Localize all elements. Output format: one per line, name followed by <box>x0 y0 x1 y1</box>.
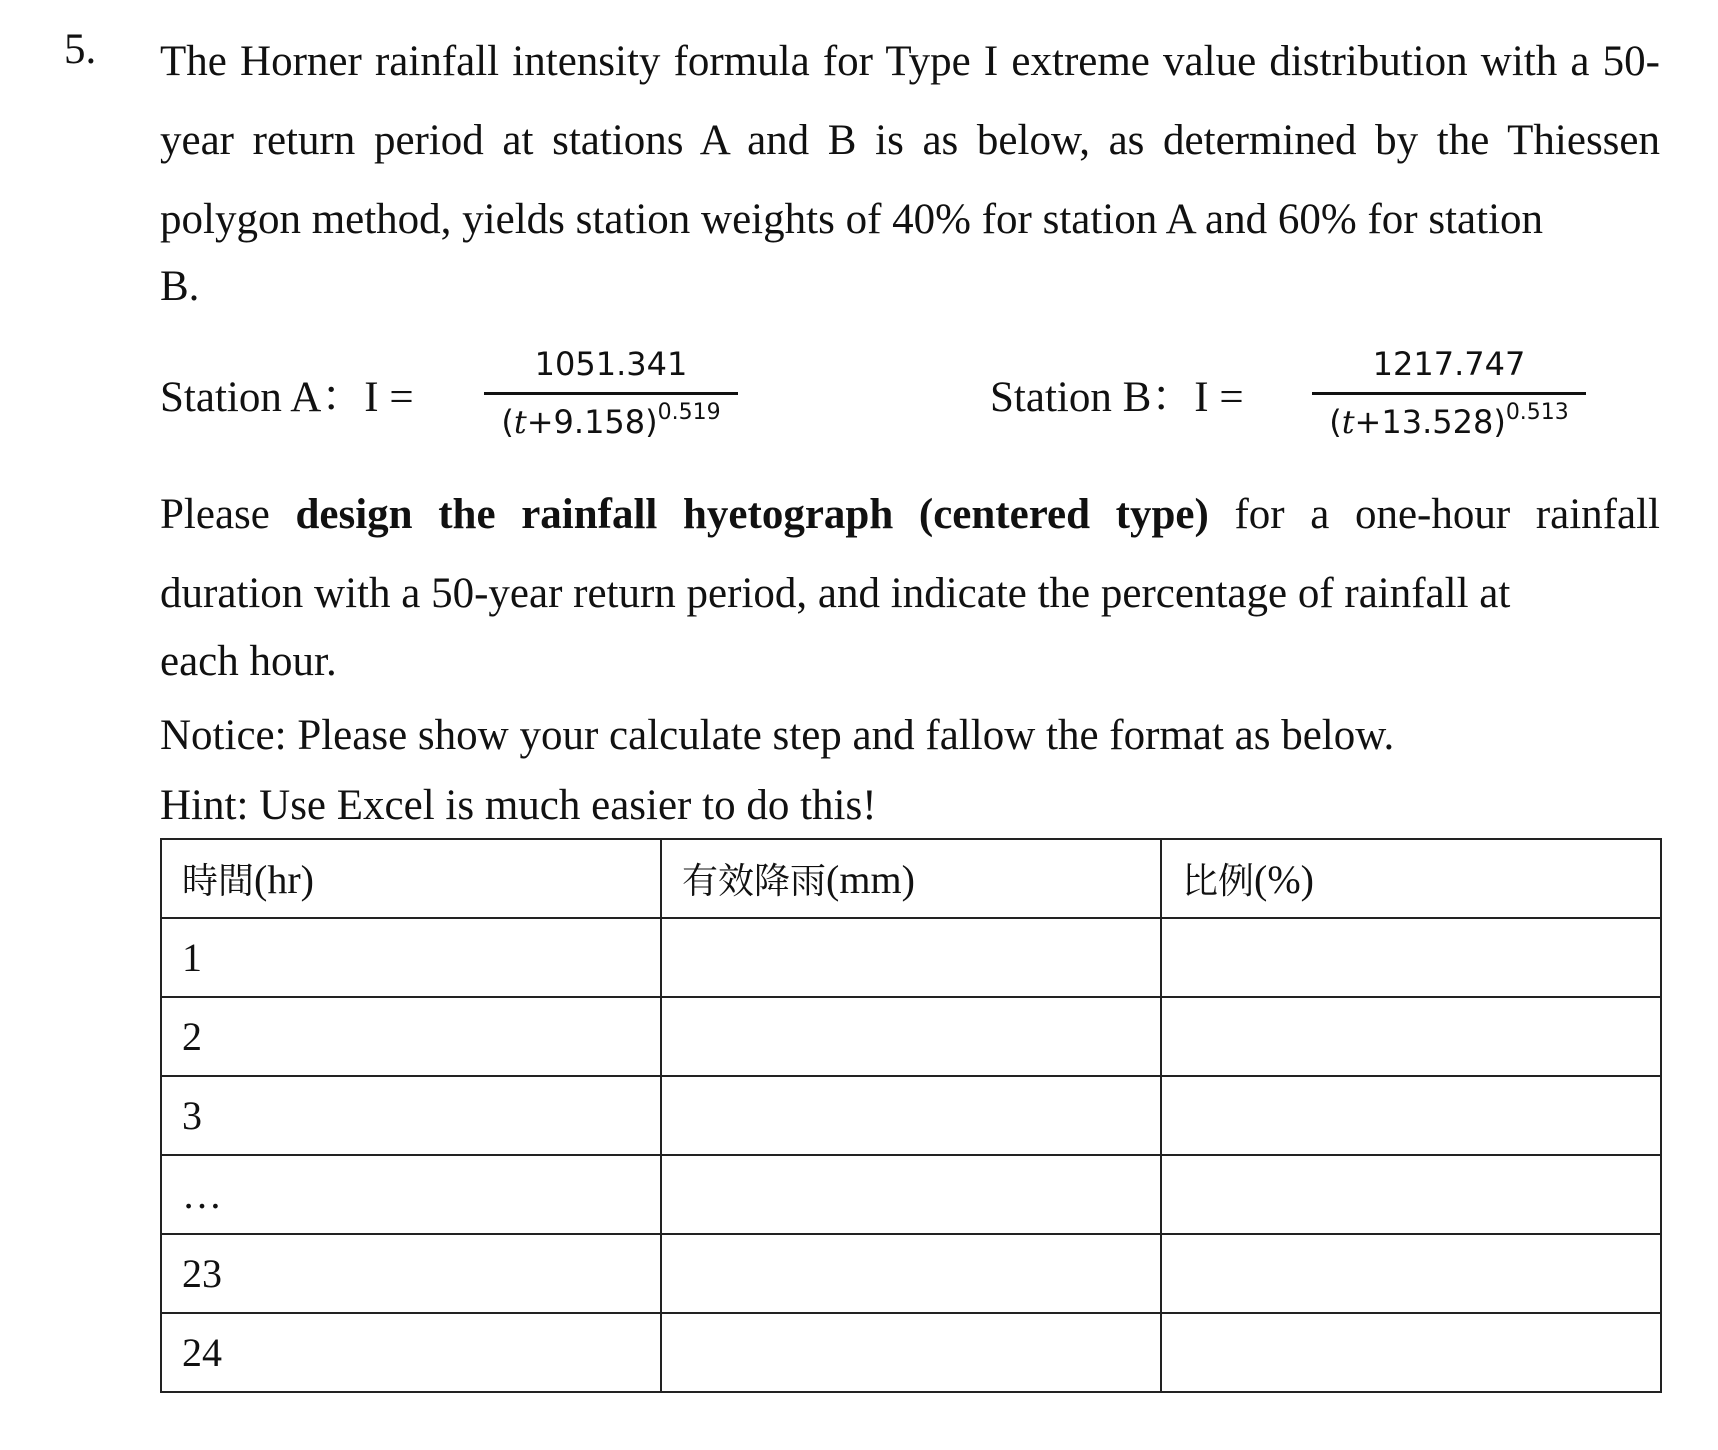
hint-text: Hint: Use Excel is much easier to do this! <box>160 782 877 829</box>
formula-a-fraction-bar <box>484 392 738 395</box>
formula-b-den-rest: +13.528) <box>1354 403 1506 441</box>
header-rain-cjk: 有效降雨 <box>682 861 827 902</box>
ratio-cell[interactable] <box>1161 1234 1661 1313</box>
table-row <box>161 1076 1661 1155</box>
formula-a-exponent: 0.519 <box>657 400 721 425</box>
table-row <box>161 918 1661 997</box>
time-cell: 24 <box>161 1313 661 1392</box>
time-cell: 2 <box>161 997 661 1076</box>
formula-b-exponent: 0.513 <box>1505 400 1569 425</box>
ratio-cell[interactable] <box>1161 997 1661 1076</box>
ratio-cell[interactable] <box>1161 1313 1661 1392</box>
rainfall-cell[interactable] <box>661 1313 1161 1392</box>
time-cell: 1 <box>161 918 661 997</box>
ratio-cell[interactable] <box>1161 1155 1661 1234</box>
formula-b-numerator: 1217.747 <box>1372 345 1526 383</box>
rainfall-cell[interactable] <box>661 1234 1161 1313</box>
ratio-cell[interactable] <box>1161 1076 1661 1155</box>
formula-a-den-var: t <box>513 403 527 441</box>
task-bold: design the rainfall hyetograph (centered type) <box>295 491 1209 538</box>
header-time-cjk: 時間 <box>182 861 255 902</box>
formula-a-den-open: ( <box>501 403 514 441</box>
task-paragraph <box>160 475 1660 633</box>
formula-a-fraction <box>484 340 738 450</box>
table-row <box>161 1313 1661 1392</box>
formula-b-label: Station B：I = <box>990 374 1244 421</box>
answer-table <box>160 838 1662 1393</box>
table-row <box>161 1155 1661 1234</box>
formula-b-fraction <box>1312 340 1586 450</box>
formula-station-a <box>160 340 740 450</box>
formula-station-b <box>990 340 1590 450</box>
header-ratio <box>1161 839 1661 918</box>
task-last-line: each hour. <box>160 638 337 685</box>
notice-text: Notice: Please show your calculate step and fallow the format as below. <box>160 712 1395 759</box>
formula-a-den-rest: +9.158) <box>526 403 658 441</box>
formula-a-numerator: 1051.341 <box>534 345 688 383</box>
header-ratio-unit: (%) <box>1254 857 1314 902</box>
table-row <box>161 1234 1661 1313</box>
time-cell: 3 <box>161 1076 661 1155</box>
rainfall-cell[interactable] <box>661 1076 1161 1155</box>
rainfall-cell[interactable] <box>661 997 1161 1076</box>
header-time <box>161 839 661 918</box>
table-row <box>161 997 1661 1076</box>
intro-paragraph: The Horner rainfall intensity formula for Type I extreme value distribution with a 50-year return period at stations A and B is as below, as determined by the Thiessen polygon method, yields station weights of 40% for station A and 60% for station <box>160 38 1660 243</box>
formula-b-fraction-bar <box>1312 392 1586 395</box>
time-cell: 23 <box>161 1234 661 1313</box>
task-prefix: Please <box>160 491 296 538</box>
intro-last-line: B. <box>160 263 200 310</box>
ratio-cell[interactable] <box>1161 918 1661 997</box>
header-effective-rainfall <box>661 839 1161 918</box>
formula-a-label: Station A：I = <box>160 374 414 421</box>
formula-b-den-open: ( <box>1329 403 1342 441</box>
table-header-row <box>161 839 1661 918</box>
formula-b-denominator <box>1312 398 1586 446</box>
time-cell: … <box>161 1155 661 1234</box>
question-number: 5. <box>64 26 97 73</box>
formula-a-denominator <box>484 398 738 446</box>
task-suffix: for a one-hour rainfall duration with a 50-year return period, and indicate the percentage of rainfall at <box>160 491 1660 617</box>
header-rain-unit: (mm) <box>826 857 915 902</box>
rainfall-cell[interactable] <box>661 918 1161 997</box>
rainfall-cell[interactable] <box>661 1155 1161 1234</box>
header-ratio-cjk: 比例 <box>1182 861 1255 902</box>
formula-b-den-var: t <box>1341 403 1355 441</box>
header-time-unit: (hr) <box>254 857 314 902</box>
